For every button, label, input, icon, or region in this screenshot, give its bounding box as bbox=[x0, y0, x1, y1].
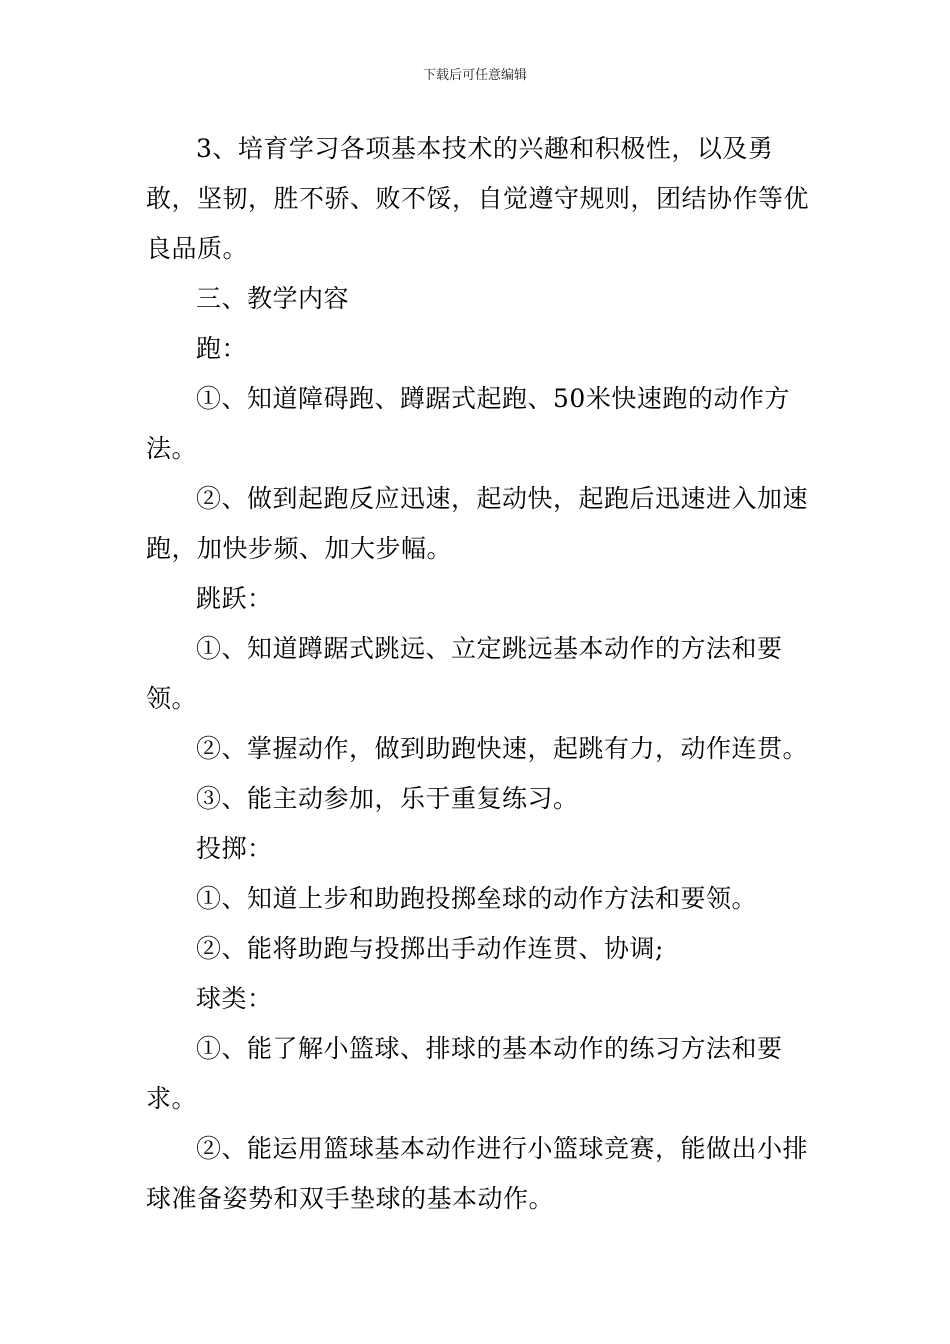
document-body bbox=[146, 124, 810, 1224]
page-header-note: 下载后可任意编辑 bbox=[422, 68, 527, 83]
running-item-2: ②、做到起跑反应迅速，起动快，起跑后迅速进入加速跑，加快步频、加大步幅。 bbox=[146, 484, 809, 563]
running-item-1: ①、知道障碍跑、蹲踞式起跑、50米快速跑的动作方法。 bbox=[146, 384, 790, 463]
subheading-running: 跑： bbox=[196, 334, 248, 363]
paragraph-goal-3: 3、培育学习各项基本技术的兴趣和积极性，以及勇敢，坚韧，胜不骄、败不馁，自觉遵守规则，团结协作等优良品质。 bbox=[146, 134, 810, 263]
subheading-jumping: 跳跃： bbox=[196, 584, 273, 613]
jumping-item-2: ②、掌握动作，做到助跑快速，起跳有力，动作连贯。 bbox=[196, 734, 809, 763]
ball-games-item-1: ①、能了解小篮球、排球的基本动作的练习方法和要求。 bbox=[146, 1034, 783, 1113]
throwing-item-1: ①、知道上步和助跑投掷垒球的动作方法和要领。 bbox=[196, 884, 758, 913]
subheading-throwing: 投掷： bbox=[196, 834, 273, 863]
jumping-item-3: ③、能主动参加，乐于重复练习。 bbox=[196, 784, 579, 813]
section-heading-teaching-content: 三、教学内容 bbox=[196, 284, 350, 313]
ball-games-item-2: ②、能运用篮球基本动作进行小篮球竞赛，能做出小排球准备姿势和双手垫球的基本动作。 bbox=[146, 1134, 809, 1213]
subheading-ball-games: 球类： bbox=[196, 984, 273, 1013]
jumping-item-1: ①、知道蹲踞式跳远、立定跳远基本动作的方法和要领。 bbox=[146, 634, 783, 713]
throwing-item-2: ②、能将助跑与投掷出手动作连贯、协调; bbox=[196, 934, 664, 963]
